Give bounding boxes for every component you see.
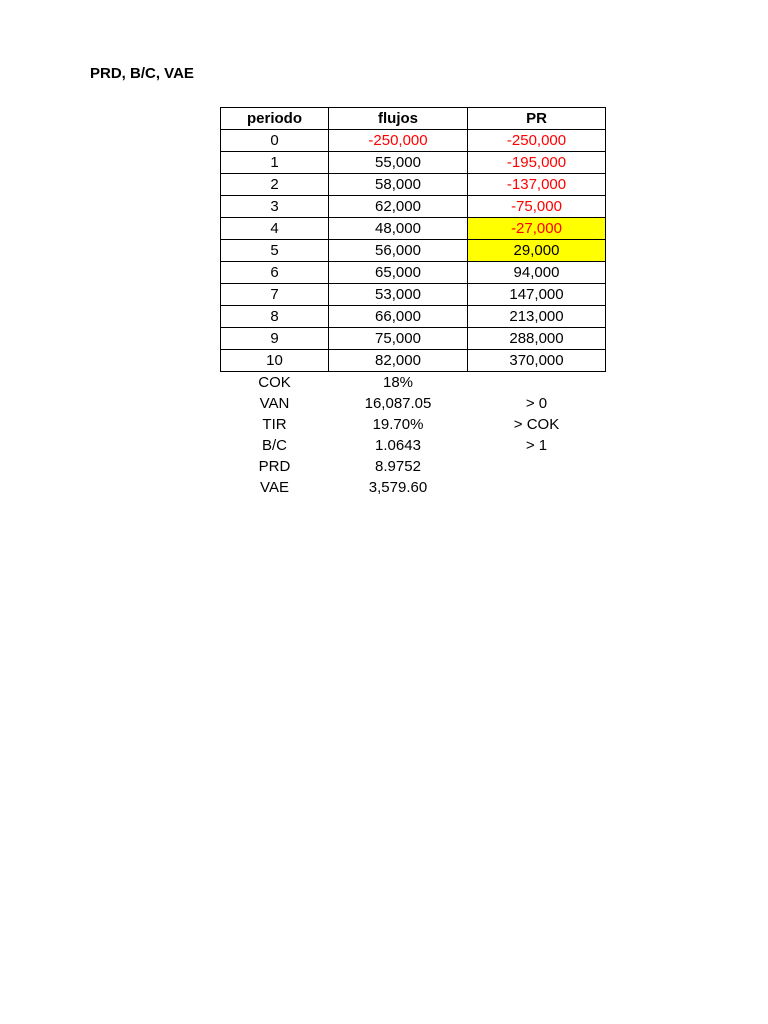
indicator-label: B/C: [261, 436, 287, 454]
cell-flujos: 75,000: [329, 328, 468, 350]
cell-periodo: 0: [221, 130, 329, 152]
indicator-value: 8.9752: [375, 457, 421, 475]
indicator-row-vae: [221, 477, 606, 498]
cell-periodo: 7: [221, 284, 329, 306]
cell-periodo: 2: [221, 174, 329, 196]
table-row: [221, 262, 606, 284]
table-row: [221, 284, 606, 306]
indicator-value: 19.70%: [372, 415, 424, 433]
indicator-row-van: [221, 393, 606, 414]
document-title: PRD, B/C, VAE: [90, 65, 194, 82]
indicator-label: TIR: [262, 415, 287, 433]
cell-pr: -250,000: [468, 130, 606, 152]
cell-flujos: 65,000: [329, 262, 468, 284]
cell-pr: -195,000: [468, 152, 606, 174]
indicator-row-cok: [221, 372, 606, 394]
indicator-label: PRD: [258, 457, 291, 475]
indicator-criterion: > COK: [513, 415, 560, 433]
table-row: [221, 196, 606, 218]
indicator-row-prd: [221, 456, 606, 477]
indicator-label: VAN: [259, 394, 290, 412]
cell-pr: 370,000: [468, 350, 606, 372]
header-periodo: periodo: [221, 108, 329, 130]
indicator-label: VAE: [260, 478, 289, 496]
cell-pr: 147,000: [468, 284, 606, 306]
cell-flujos: 55,000: [329, 152, 468, 174]
table-row: [221, 152, 606, 174]
cash-flow-table: [220, 107, 606, 498]
table-row: [221, 218, 606, 240]
indicator-label: COK: [258, 373, 291, 391]
table-header-row: [221, 108, 606, 130]
cell-pr: 288,000: [468, 328, 606, 350]
cell-flujos: 53,000: [329, 284, 468, 306]
indicator-value: 1.0643: [375, 436, 421, 454]
header-pr: PR: [468, 108, 606, 130]
cell-pr: -75,000: [468, 196, 606, 218]
indicator-value: 18%: [382, 373, 414, 391]
indicator-criterion: [468, 477, 606, 498]
cell-periodo: 1: [221, 152, 329, 174]
cell-flujos: 82,000: [329, 350, 468, 372]
table-row: [221, 306, 606, 328]
cell-periodo: 9: [221, 328, 329, 350]
cell-flujos: 48,000: [329, 218, 468, 240]
cell-flujos: 62,000: [329, 196, 468, 218]
table-row: [221, 130, 606, 152]
cell-pr: 94,000: [468, 262, 606, 284]
cell-periodo: 5: [221, 240, 329, 262]
cell-periodo: 3: [221, 196, 329, 218]
cell-pr-highlighted: 29,000: [468, 240, 606, 262]
table-row: [221, 174, 606, 196]
table-row: [221, 240, 606, 262]
cell-pr: -137,000: [468, 174, 606, 196]
indicator-row-bc: [221, 435, 606, 456]
cell-pr: 213,000: [468, 306, 606, 328]
indicator-criterion: > 1: [525, 436, 548, 454]
cell-pr-highlighted: -27,000: [468, 218, 606, 240]
cell-periodo: 10: [221, 350, 329, 372]
indicator-criterion: [468, 372, 606, 394]
indicator-value: 3,579.60: [368, 478, 428, 496]
table-row: [221, 328, 606, 350]
table-row: [221, 350, 606, 372]
cell-periodo: 6: [221, 262, 329, 284]
indicator-value: 16,087.05: [364, 394, 432, 412]
indicator-criterion: [468, 456, 606, 477]
indicator-criterion: > 0: [525, 394, 548, 412]
cell-flujos: 56,000: [329, 240, 468, 262]
cell-flujos: 66,000: [329, 306, 468, 328]
cell-flujos: -250,000: [329, 130, 468, 152]
indicator-row-tir: [221, 414, 606, 435]
cell-periodo: 4: [221, 218, 329, 240]
cell-periodo: 8: [221, 306, 329, 328]
cell-flujos: 58,000: [329, 174, 468, 196]
header-flujos: flujos: [329, 108, 468, 130]
